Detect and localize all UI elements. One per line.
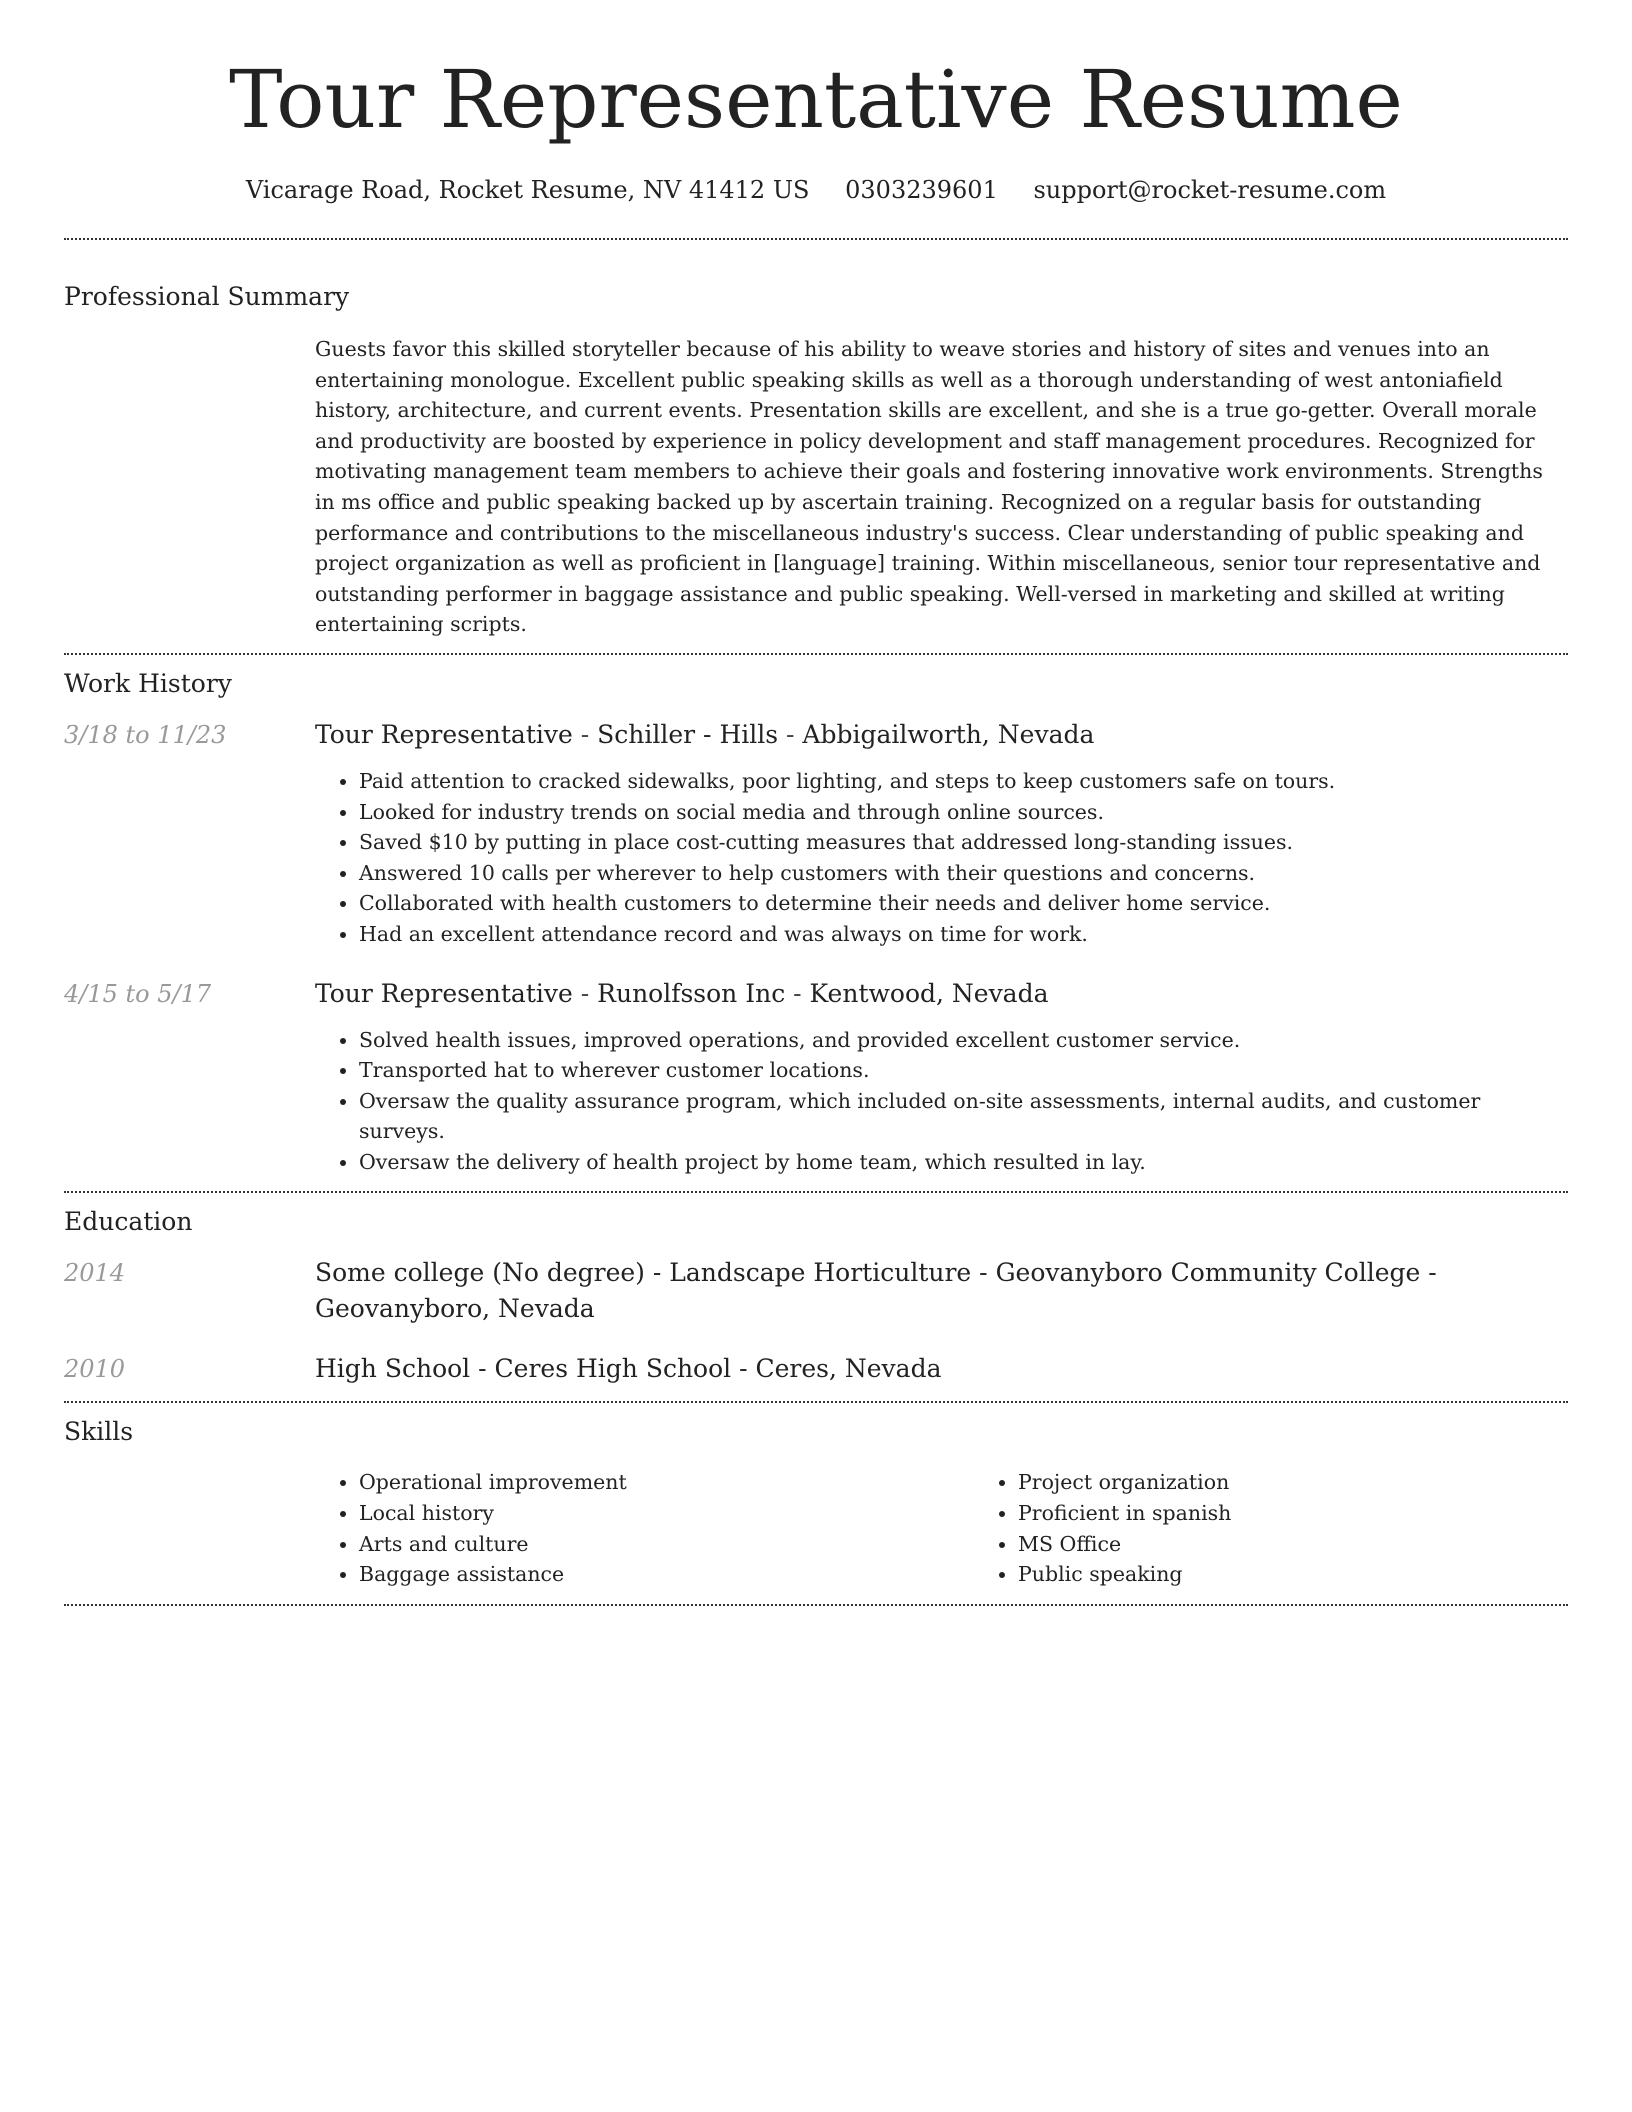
section-divider bbox=[64, 1604, 1568, 1606]
skills-column-right bbox=[974, 1467, 1632, 1589]
education-location: Geovanyboro, Nevada bbox=[315, 1294, 595, 1324]
skill-item: • Project organization bbox=[1018, 1467, 1632, 1498]
job-role: Tour Representative bbox=[315, 719, 573, 749]
education-degree: High School bbox=[315, 1354, 471, 1384]
summary-heading: Professional Summary bbox=[64, 282, 350, 311]
section-divider bbox=[64, 653, 1568, 655]
job-role: Tour Representative bbox=[315, 978, 573, 1008]
job-bullet: • Solved health issues, improved operations, and provided excellent customer service. bbox=[359, 1025, 1568, 1056]
education-location: Ceres, Nevada bbox=[755, 1354, 942, 1384]
work-history-heading: Work History bbox=[64, 668, 232, 698]
job-bullet: • Oversaw the delivery of health project by home team, which resulted in lay. bbox=[359, 1147, 1568, 1178]
section-divider bbox=[64, 1401, 1568, 1403]
separator: - bbox=[644, 1258, 670, 1288]
job-bullet: • Oversaw the quality assurance program, which included on-site assessments, internal audits, and customer surveys. bbox=[359, 1086, 1568, 1147]
skills-heading: Skills bbox=[64, 1417, 134, 1447]
job-location: Abbigailworth, Nevada bbox=[802, 719, 1095, 749]
separator: - bbox=[785, 978, 810, 1008]
skill-item: • MS Office bbox=[1018, 1529, 1632, 1560]
skill-item: • Local history bbox=[359, 1498, 974, 1529]
separator: - bbox=[778, 719, 803, 749]
summary-text: Guests favor this skilled storyteller because of his ability to weave stories and history of sites and venues into an entertaining monologue. Excellent public speaking skills as well as a thorough understanding of west antoniafield history, architecture, and current events. Presentation skills are excellent, and she is a true go-getter. Overall morale and productivity are boosted by experience in policy development and staff management procedures. Recognized for motivating management team members to achieve their goals and fostering innovative work environments. Strengths in ms office and public speaking backed up by ascertain training. Recognized on a regular basis for outstanding performance and contributions to the miscellaneous industry's success. Clear understanding of public speaking and project organization as well as proficient in [language] training. Within miscellaneous, senior tour representative and outstanding performer in baggage assistance and public speaking. Well-versed in marketing and skilled at writing entertaining scripts. bbox=[315, 337, 1543, 637]
job-dates: 4/15 to 5/17 bbox=[64, 979, 212, 1008]
section-divider bbox=[64, 238, 1568, 240]
separator: - bbox=[971, 1258, 996, 1288]
section-divider bbox=[64, 1191, 1568, 1193]
job-entry bbox=[64, 976, 1568, 1178]
job-title-line bbox=[315, 717, 1568, 753]
skills-column-left bbox=[315, 1467, 974, 1589]
separator: - bbox=[731, 1354, 756, 1384]
job-bullet: • Looked for industry trends on social media and through online sources. bbox=[359, 797, 1568, 828]
education-year: 2010 bbox=[64, 1355, 126, 1384]
education-entry bbox=[64, 1351, 1568, 1387]
resume-title: Tour Representative Resume bbox=[229, 53, 1403, 146]
education-year: 2014 bbox=[64, 1259, 126, 1288]
summary-left-spacer bbox=[64, 313, 315, 640]
job-location: Kentwood, Nevada bbox=[809, 978, 1049, 1008]
separator: - bbox=[1420, 1258, 1437, 1288]
job-bullet: • Had an excellent attendance record and was always on time for work. bbox=[359, 919, 1568, 950]
contact-phone: 0303239601 bbox=[845, 176, 998, 204]
separator: - bbox=[572, 978, 598, 1008]
skills-grid bbox=[315, 1467, 1568, 1589]
education-line bbox=[315, 1351, 1568, 1387]
separator: - bbox=[470, 1354, 495, 1384]
job-bullets bbox=[315, 766, 1568, 950]
skills-row bbox=[64, 1448, 1568, 1589]
job-bullet: • Transported hat to wherever customer locations. bbox=[359, 1055, 1568, 1086]
job-bullet: • Answered 10 calls per wherever to help customers with their questions and concerns. bbox=[359, 858, 1568, 889]
job-company: Runolfsson Inc bbox=[597, 978, 786, 1008]
separator: - bbox=[572, 719, 598, 749]
contact-line bbox=[64, 174, 1568, 206]
education-entry bbox=[64, 1255, 1568, 1327]
education-heading: Education bbox=[64, 1207, 193, 1237]
job-bullet: • Collaborated with health customers to determine their needs and deliver home service. bbox=[359, 888, 1568, 919]
education-school: Geovanyboro Community College bbox=[995, 1258, 1421, 1288]
skill-item: • Proficient in spanish bbox=[1018, 1498, 1632, 1529]
skills-left-spacer bbox=[64, 1448, 315, 1589]
education-field: Landscape Horticulture bbox=[669, 1258, 972, 1288]
skill-item: • Baggage assistance bbox=[359, 1559, 974, 1590]
job-dates: 3/18 to 11/23 bbox=[64, 720, 227, 749]
job-bullet: • Paid attention to cracked sidewalks, poor lighting, and steps to keep customers safe on tours. bbox=[359, 766, 1568, 797]
job-title-line bbox=[315, 976, 1568, 1012]
job-bullet: • Saved $10 by putting in place cost-cutting measures that addressed long-standing issues. bbox=[359, 827, 1568, 858]
job-bullets bbox=[315, 1025, 1568, 1178]
job-entry bbox=[64, 717, 1568, 950]
contact-address: Vicarage Road, Rocket Resume, NV 41412 US bbox=[245, 176, 810, 204]
skill-item: • Operational improvement bbox=[359, 1467, 974, 1498]
education-school: Ceres High School bbox=[494, 1354, 732, 1384]
summary-row bbox=[64, 313, 1568, 640]
education-degree: Some college (No degree) bbox=[315, 1258, 645, 1288]
job-company: Schiller - Hills bbox=[597, 719, 779, 749]
skill-item: • Arts and culture bbox=[359, 1529, 974, 1560]
skill-item: • Public speaking bbox=[1018, 1559, 1632, 1590]
contact-email: support@rocket-resume.com bbox=[1033, 176, 1387, 204]
education-line bbox=[315, 1255, 1568, 1327]
